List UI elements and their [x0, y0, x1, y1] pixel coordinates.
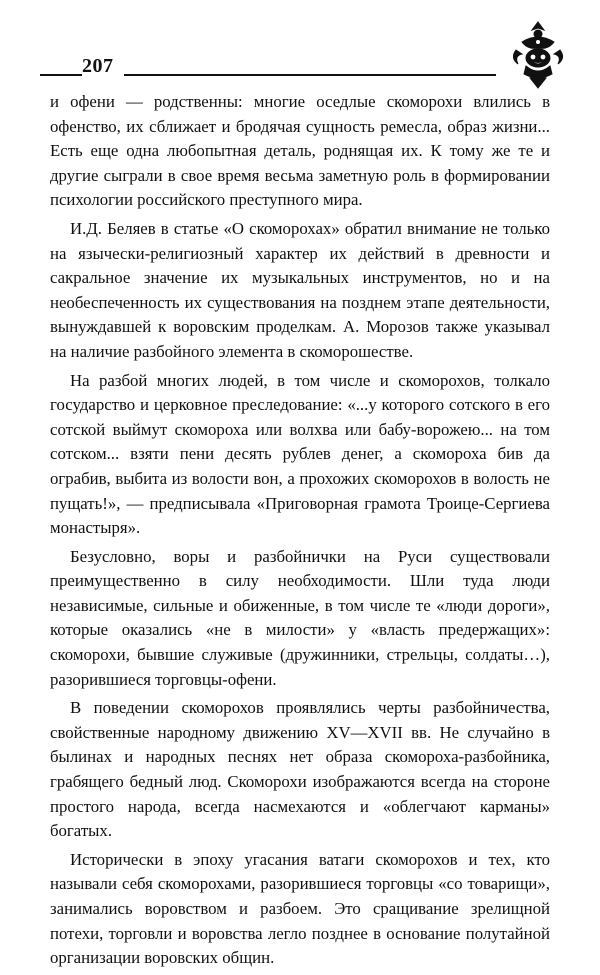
paragraph: и офени — родственны: многие оседлые скоморохи влились в офенство, их сближает и бродячая сущность ремесла, образ жизни... Есть еще одна любопытная деталь, роднящая их. К тому же те и другие сыграли в свое время весьма заметную роль в формировании психологии российского преступного мира.: [50, 92, 550, 210]
body-text: [50, 90, 550, 975]
paragraph: На разбой многих людей, в том числе и скоморохов, толкало государство и церковное преследование: «...у которого сотского в его сотской выймут скомороха или волхва или бабу-ворожею... на том сотском... взяти пени десять рублев денег, а скомороха бив да ограбив, выбита из волости вон, а прохожих скоморохов в волость не пущать!», — предписывала «Приговорная грамота Троице-Сергиева монастыря».: [50, 370, 550, 538]
paragraph: В поведении скоморохов проявлялись черты разбойничества, свойственные народному движению XV—XVII вв. Не случайно в былинах и народных песнях нет образа скомороха-разбойника, грабящего бедный люд. Скоморохи изображаются всегда на стороне простого народа, всегда насмехаются и «облегчают карманы» богатых.: [50, 698, 550, 841]
page-header: [40, 50, 560, 86]
ornament-icon: [508, 20, 568, 90]
header-rule-right: [124, 74, 496, 76]
paragraph: Исторически в эпоху угасания ватаги скоморохов и тех, кто называли себя скоморохами, разорившиеся торговцы «со товарищи», занимались воровством и разбоем. Это сращивание зрелищной потехи, торговли и воровства легло позднее в основание полутайной организации воровских общин.: [50, 849, 550, 968]
header-rule-left: [40, 74, 82, 76]
page-number: 207: [82, 55, 114, 77]
paragraph: Безусловно, воры и разбойнички на Руси существовали преимущественно в силу необходимости. Шли туда люди независимые, сильные и обиженные, в том числе те «люди дороги», которые оказались «не в милости» у «власть предержащих»: скоморохи, бывшие служивые (дружинники, стрельцы, солдаты…), разорившиеся торговцы-офени.: [50, 546, 550, 689]
paragraph: И.Д. Беляев в статье «О скоморохах» обратил внимание не только на язычески-религиозный характер их действий в древности и сакральное значение их музыкальных инструментов, но и на необеспеченность их существования на позднем этапе деятельности, вынуждавшей к воровским проделкам. А. Морозов также указывал на наличие разбойного элемента в скоморошестве.: [50, 218, 550, 361]
